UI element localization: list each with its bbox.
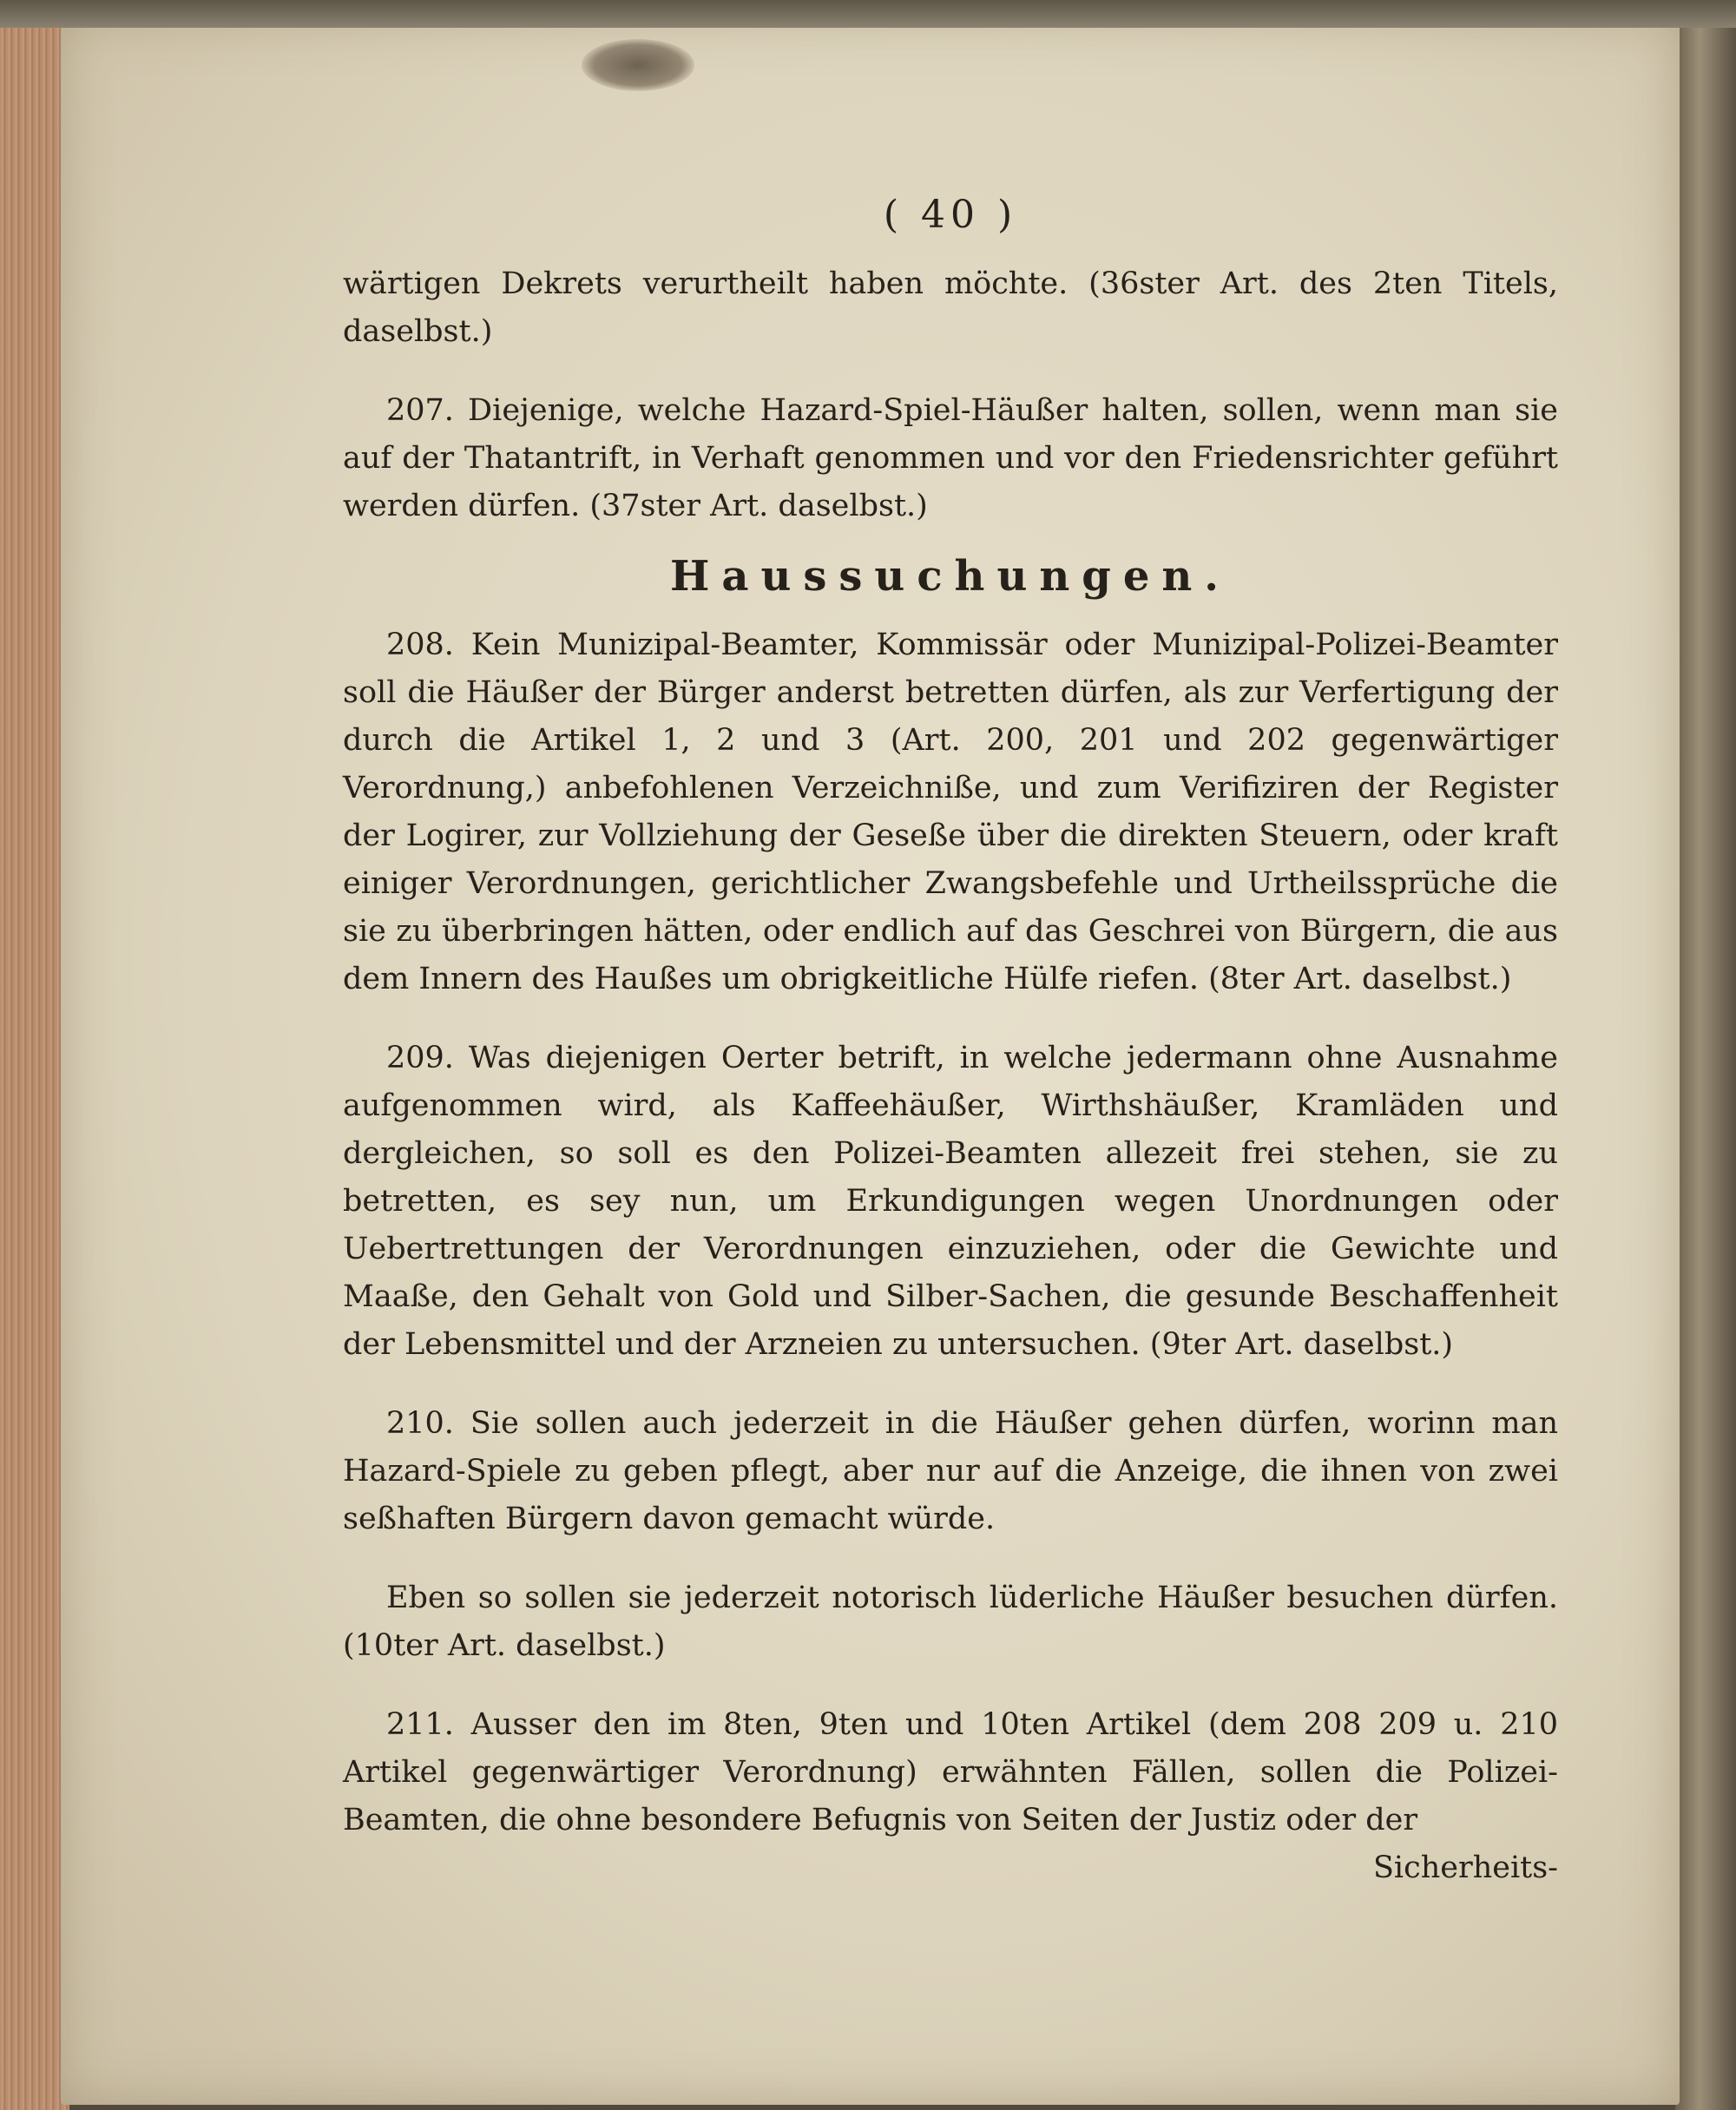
continued-paragraph: wärtigen Dekrets verurtheilt haben möchte. (36ster Art. des 2ten Titels, daselbst.): [343, 266, 1558, 349]
page-edges: [0, 0, 69, 2110]
ink-stain: [582, 39, 694, 91]
paragraph-209: 209. Was diejenigen Oerter betrift, in welche jedermann ohne Ausnahme aufgenommen wird, als Kaffeehäußer, Wirthshäußer, Kramläden und dergleichen, so soll es den Polizei-Beamten allezeit frei stehen, sie zu betretten, es sey nun, um Erkundigungen wegen Unordnungen oder Uebertrettungen der Verordnungen einzuziehen, oder die Gewichte und Maaße, den Gehalt von Gold und Silber-Sachen, die gesunde Beschaffenheit der Lebensmittel und der Arzneien zu untersuchen. (9ter Art. daselbst.): [343, 1041, 1558, 1362]
page-number: ( 40 ): [883, 193, 1018, 237]
catchword: Sicherheits-: [1372, 1850, 1558, 1885]
paragraph-207: 207. Diejenige, welche Hazard-Spiel-Häußer halten, sollen, wenn man sie auf der Thatantrift, in Verhaft genommen und vor den Friedensrichter geführt werden dürfen. (37ster Art. daselbst.): [343, 393, 1558, 523]
page-text: [343, 191, 1558, 1892]
section-heading: Haussuchungen.: [670, 552, 1231, 601]
facing-page-edge: [1675, 0, 1736, 2110]
paragraph-211: 211. Ausser den im 8ten, 9ten und 10ten Artikel (dem 208 209 u. 210 Artikel gegenwärtiger Verordnung) erwähnten Fällen, sollen die Polizei-Beamten, die ohne besondere Befugnis von Seiten der Justiz oder der: [343, 1707, 1558, 1837]
paragraph-210: 210. Sie sollen auch jederzeit in die Häußer gehen dürfen, worinn man Hazard-Spiele zu geben pflegt, aber nur auf die Anzeige, die ihnen von zwei seßhaften Bürgern davon gemacht würde.: [343, 1406, 1558, 1536]
paragraph-208: 208. Kein Munizipal-Beamter, Kommissär oder Munizipal-Polizei-Beamter soll die Häußer der Bürger anderst betretten dürfen, als zur Verfertigung der durch die Artikel 1, 2 und 3 (Art. 200, 201 und 202 gegenwärtiger Verordnung,) anbefohlenen Verzeichniße, und zum Verifiziren der Register der Logirer, zur Vollziehung der Geseße über die direkten Steuern, oder kraft einiger Verordnungen, gerichtlicher Zwangsbefehle und Urtheilssprüche die sie zu überbringen hätten, oder endlich auf das Geschrei von Bürgern, die aus dem Innern des Haußes um obrigkeitliche Hülfe riefen. (8ter Art. daselbst.): [343, 628, 1558, 996]
paragraph-210-continued: Eben so sollen sie jederzeit notorisch lüderliche Häußer besuchen dürfen. (10ter Art. daselbst.): [343, 1581, 1558, 1663]
book-top-edge: [0, 0, 1736, 28]
